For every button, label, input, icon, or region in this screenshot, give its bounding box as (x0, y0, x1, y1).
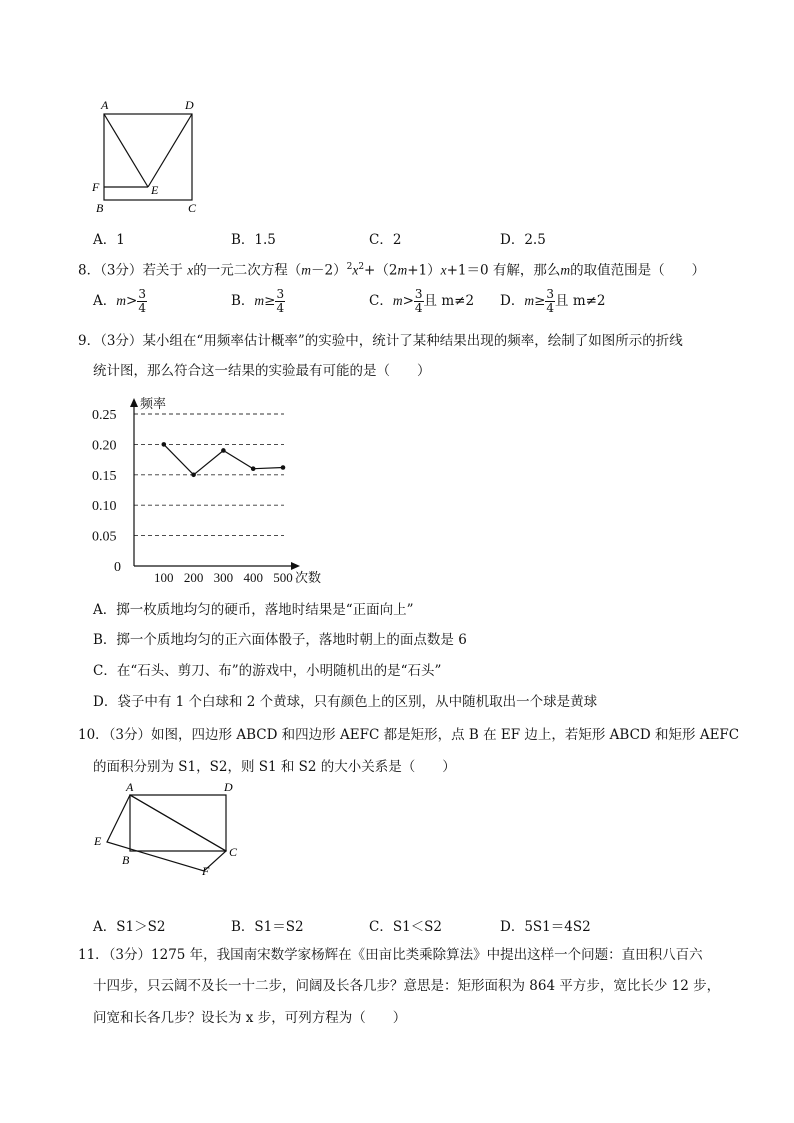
q11-stem-line2: 十四步，只云阔不及长一十二步，问阔及长各几步？意思是：矩形面积为 864 平方步，宽比长少 12 步， (93, 978, 721, 994)
x-tick-label: 400 (243, 570, 263, 585)
data-point (281, 465, 286, 470)
x-axis-title: 次数 (295, 570, 322, 585)
q11-stem-line3: 问宽和长各几步？设长为 x 步，可列方程为（ ） (93, 1010, 407, 1026)
q7-option-a[interactable]: A．1 (93, 232, 125, 248)
q9-stem-line2: 统计图，那么符合这一结果的实验最有可能的是（ ） (93, 363, 431, 379)
data-point (221, 448, 226, 453)
y-axis-arrow (130, 398, 138, 407)
q9-frequency-line-chart (88, 392, 338, 587)
q8-option-c[interactable]: C．m> $\frac{3}{4}$ 且 m≠2 (369, 287, 475, 315)
y-axis-title: 频率 (140, 396, 167, 411)
q9-stem-line1: 9．（3分）某小组在“用频率估计概率”的实验中，统计了某种结果出现的频率，绘制了如图所示的折线 (78, 333, 683, 349)
diagonal-ac (130, 795, 226, 851)
label-e: E (94, 834, 102, 848)
segment-de (148, 114, 192, 187)
q8-stem: 8．（3分）若关于 x的一元二次方程$(m-2)^2x^2+(2m+1)x+1=0$ 有解，那么m的取值范围是（ ） (78, 262, 706, 279)
y-tick-label: 0.05 (92, 529, 117, 545)
label-f: F (202, 864, 210, 878)
label-f: F (92, 180, 100, 194)
label-c: C (188, 201, 197, 215)
q9-option-a[interactable]: A．掷一枚质地均匀的硬币，落地时结果是“正面向上” (93, 602, 414, 618)
label-c: C (229, 845, 238, 859)
q7-option-b[interactable]: B．1.5 (231, 232, 276, 248)
x-tick-label: 200 (183, 570, 204, 585)
q10-option-b[interactable]: B．S1＝S2 (231, 919, 304, 935)
x-tick-label: 300 (213, 570, 234, 585)
x-tick-label: 100 (154, 570, 174, 585)
x-axis-arrow (291, 562, 300, 570)
q10-stem-line2: 的面积分别为 S1，S2，则 S1 和 S2 的大小关系是（ ） (93, 759, 456, 775)
q9-option-b[interactable]: B．掷一个质地均匀的正六面体骰子，落地时朝上的面点数是 6 (93, 632, 467, 648)
label-d: D (224, 780, 233, 794)
label-b: B (96, 201, 104, 215)
y-tick-label: 0.25 (92, 408, 117, 423)
q7-option-d[interactable]: D．2.5 (500, 232, 546, 248)
label-b: B (122, 853, 130, 867)
q10-figure (88, 780, 248, 878)
data-point (251, 466, 256, 471)
q8-option-b[interactable]: B．m≥ $\frac{3}{4}$ (231, 287, 285, 315)
y-tick-label: 0.20 (92, 438, 117, 454)
q10-stem-line1: 10．（3分）如图，四边形 ABCD 和四边形 AEFC 都是矩形，点 B 在 EF 边上，若矩形 ABCD 和矩形 AEFC (78, 727, 740, 743)
q10-option-d[interactable]: D．5S1＝4S2 (500, 919, 591, 935)
q11-stem-line1: 11．（3分）1275 年，我国南宋数学家杨辉在《田亩比类乘除算法》中提出这样一个问题：直田积八百六 (78, 947, 703, 963)
data-point (191, 473, 196, 478)
x-tick-label: 500 (273, 570, 293, 585)
label-a: A (101, 98, 109, 112)
y-tick-label: 0.10 (92, 499, 117, 515)
q9-option-d[interactable]: D．袋子中有 1 个白球和 2 个黄球，只有颜色上的区别，从中随机取出一个球是黄球 (93, 694, 598, 710)
q7-figure (88, 96, 208, 218)
label-a: A (126, 780, 134, 794)
q9-option-c[interactable]: C．在“石头、剪刀、布”的游戏中，小明随机出的是“石头” (93, 663, 442, 679)
y-tick-label: 0.15 (92, 468, 117, 484)
q8-option-d[interactable]: D．m≥ $\frac{3}{4}$ 且 m≠2 (500, 287, 606, 315)
label-e: E (151, 183, 159, 197)
label-d: D (185, 98, 194, 112)
q10-option-c[interactable]: C．S1＜S2 (369, 919, 443, 935)
segment-ae (104, 114, 148, 187)
q7-option-c[interactable]: C．2 (369, 232, 402, 248)
y-tick-label: 0 (114, 560, 121, 575)
q10-option-a[interactable]: A．S1＞S2 (93, 919, 166, 935)
q8-option-a[interactable]: A．m> $\frac{3}{4}$ (93, 287, 146, 315)
data-point (162, 442, 167, 447)
